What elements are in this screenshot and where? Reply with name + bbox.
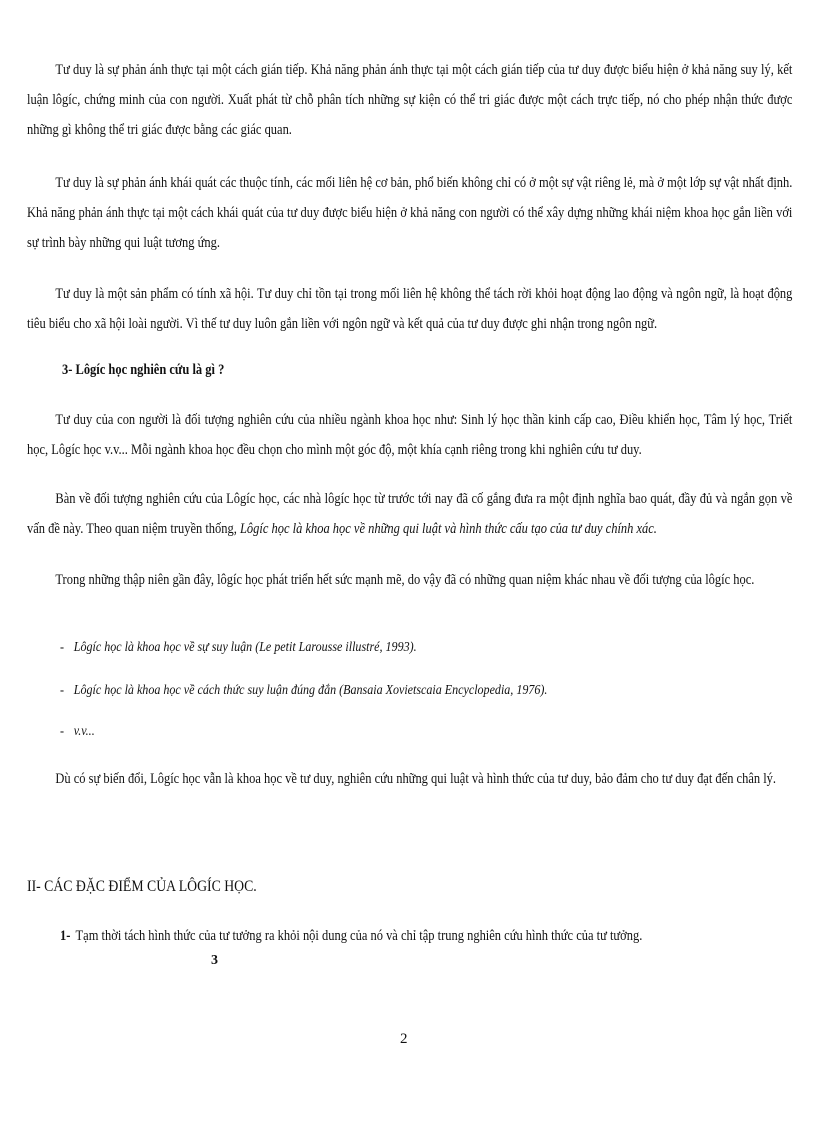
section-heading-3: 3- Lôgíc học nghiên cứu là gì ? (62, 362, 225, 378)
sub-item-text: Tạm thời tách hình thức của tư tưởng ra khỏi nội dung của nó và chỉ tập trung nghiên cứu hình thức của tư tưởng. (75, 928, 643, 944)
paragraph-4: Tư duy của con người là đối tượng nghiên cứu của nhiều ngành khoa học như: Sinh lý học thần kinh cấp cao, Điều khiển học, Tâm lý học, Triết học, Lôgíc học v.v... Mỗi ngành khoa học đều chọn cho mình một góc độ, một khía cạnh riêng trong khi nghiên cứu tư duy. (27, 412, 793, 458)
list-item-text: v.v... (73, 724, 95, 739)
list-item (60, 640, 417, 656)
paragraph-1: Tư duy là sự phản ánh thực tại một cách gián tiếp. Khả năng phản ánh thực tại một cách gián tiếp của tư duy được biểu hiện ở khả năng suy lý, kết luận lôgíc, chứng minh của con người. Xuất phát từ chỗ phân tích những sự kiện có thể tri giác được một cách trực tiếp, nó cho phép nhận thức được những gì không thể tri giác được bằng các giác quan. (27, 62, 793, 138)
list-item-text: Lôgíc học là khoa học về sự suy luận (Le petit Larousse illustré, 1993). (73, 640, 417, 655)
paragraph-7: Dù có sự biến đổi, Lôgíc học vẫn là khoa học về tư duy, nghiên cứu những qui luật và hình thức của tư duy, bảo đảm cho tư duy đạt đến chân lý. (55, 771, 777, 787)
list-item (60, 724, 95, 740)
list-dash: - (60, 683, 65, 698)
sub-item-number: 1- (60, 928, 71, 944)
stray-number: 3 (211, 953, 218, 968)
list-dash: - (60, 724, 65, 739)
paragraph-2: Tư duy là sự phản ánh khái quát các thuộc tính, các mối liên hệ cơ bản, phổ biến không chỉ có ở một sự vật riêng lẻ, mà ở một lớp sự vật nhất định. Khả năng phản ánh thực tại một cách khái quát của tư duy được biểu hiện ở khả năng con người có thể xây dựng những khái niệm khoa học gắn liền với sự trình bày những qui luật tương ứng. (27, 175, 793, 251)
paragraph-5-definition: Lôgíc học là khoa học về những qui luật và hình thức cấu tạo của tư duy chính xác. (239, 521, 657, 537)
paragraph-6: Trong những thập niên gần đây, lôgíc học phát triển hết sức mạnh mẽ, do vậy đã có những quan niệm khác nhau về đối tượng của lôgíc học. (55, 572, 755, 588)
paragraph-5-text: Bàn về đối tượng nghiên cứu của Lôgíc học, các nhà lôgíc học từ trước tới nay đã cố gắng đưa ra một định nghĩa bao quát, đầy đủ và ngắn gọn về vấn đề này. Theo quan niệm truyền thống, (27, 491, 793, 537)
list-item (60, 683, 547, 699)
section-title: II- CÁC ĐẶC ĐIỂM CỦA LÔGÍC HỌC. (27, 878, 257, 895)
list-dash: - (60, 640, 65, 655)
list-item-text: Lôgíc học là khoa học về cách thức suy luận đúng đắn (Bansaia Xovietscaia Encyclopedia, 1976). (73, 683, 548, 698)
paragraph-5 (27, 484, 792, 544)
paragraph-3: Tư duy là một sản phẩm có tính xã hội. Tư duy chỉ tồn tại trong mối liên hệ không thể tách rời khỏi hoạt động lao động và ngôn ngữ, là hoạt động tiêu biểu cho xã hội loài người. Vì thế tư duy luôn gắn liền với ngôn ngữ và kết quả của tư duy được ghi nhận trong ngôn ngữ. (27, 286, 793, 332)
sub-item (60, 928, 642, 945)
page-number: 2 (400, 1031, 408, 1047)
